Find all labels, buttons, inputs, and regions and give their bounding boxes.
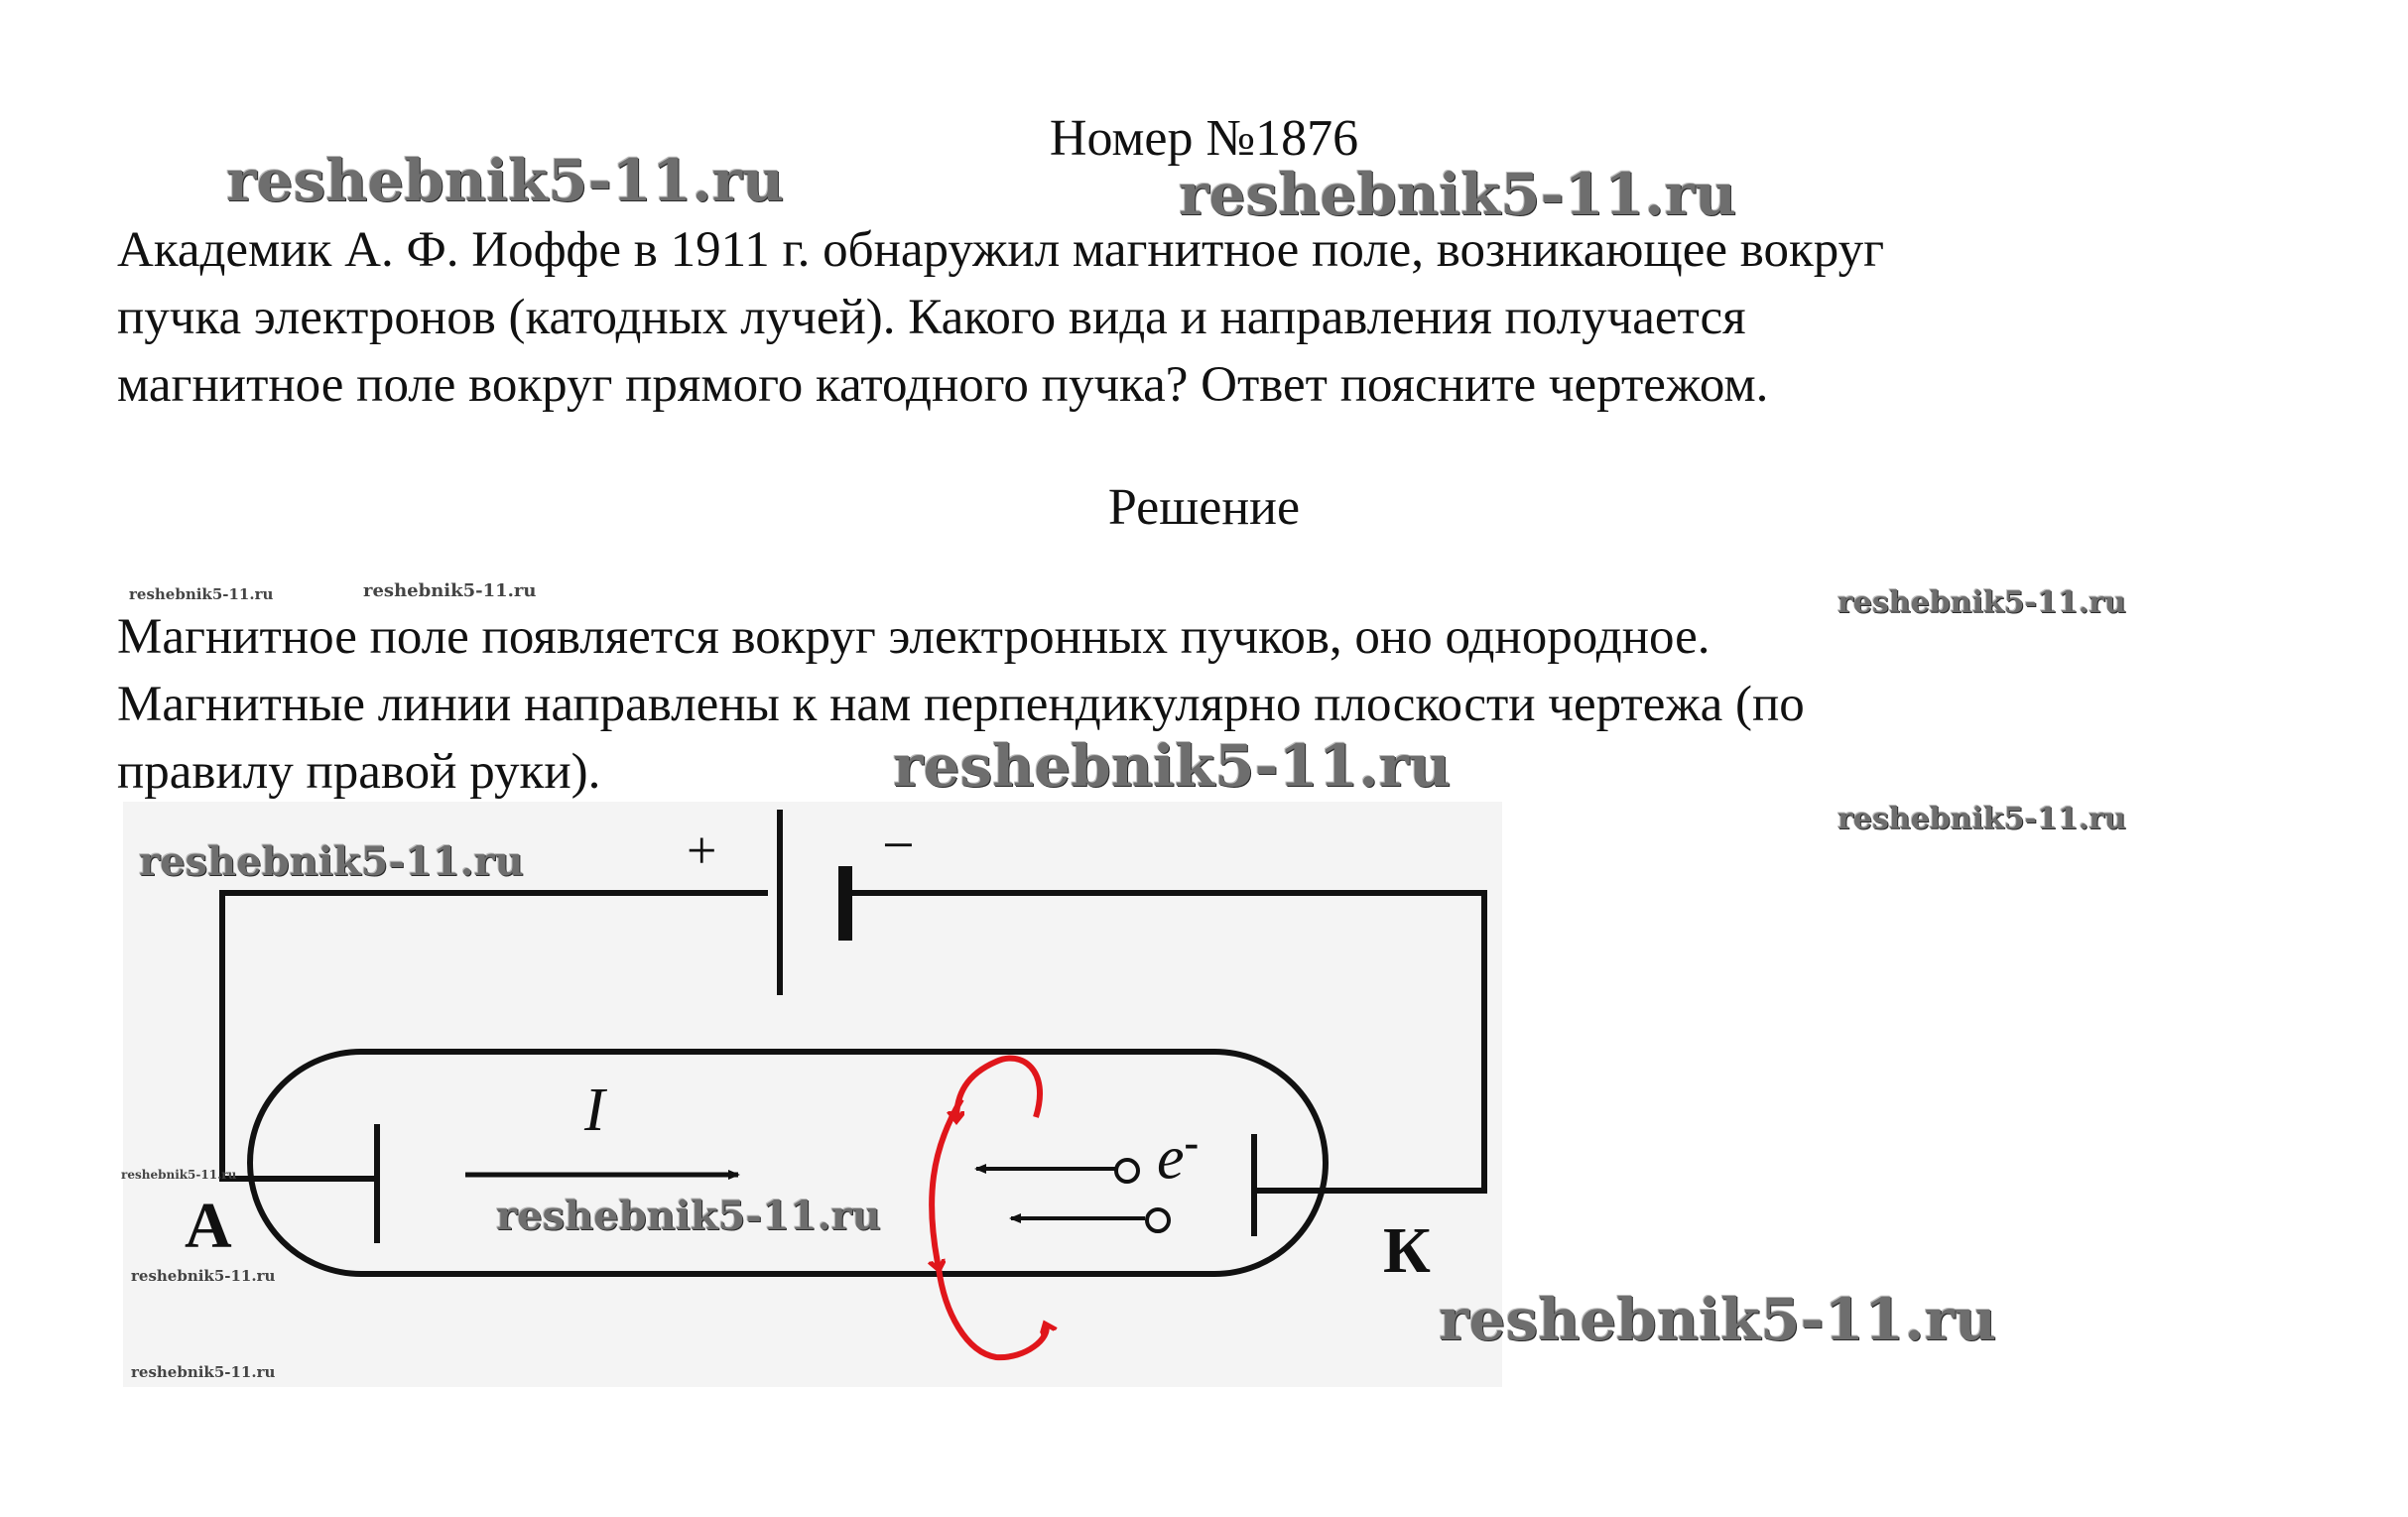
solution-heading: Решение <box>1107 479 1301 536</box>
watermark: reshebnik5-11.ru <box>1838 585 2126 620</box>
watermark: reshebnik5-11.ru <box>139 838 524 885</box>
current-label: I <box>584 1076 605 1144</box>
watermark: reshebnik5-11.ru <box>1439 1286 1997 1353</box>
electron-charge: - <box>1184 1118 1200 1167</box>
solution-line: Магнитное поле появляется вокруг электронных пучков, оно однородное. <box>117 609 1711 665</box>
watermark: reshebnik5-11.ru <box>131 1267 276 1285</box>
solution-line: Магнитные линии направлены к нам перпендикулярно плоскости чертежа (по <box>117 677 1805 732</box>
watermark: reshebnik5-11.ru <box>1179 161 1737 228</box>
electron-label <box>1157 1117 1199 1195</box>
problem-line: пучка электронов (катодных лучей). Какого вида и направления получается <box>117 290 1746 345</box>
problem-line: Академик А. Ф. Иоффе в 1911 г. обнаружил магнитное поле, возникающее вокруг <box>117 222 1885 278</box>
problem-line: магнитное поле вокруг прямого катодного пучка? Ответ поясните чертежом. <box>117 357 1769 413</box>
page-title: Номер №1876 <box>1049 110 1359 167</box>
cathode-label: К <box>1383 1214 1431 1287</box>
watermark: reshebnik5-11.ru <box>129 585 274 603</box>
watermark: reshebnik5-11.ru <box>893 732 1452 800</box>
watermark: reshebnik5-11.ru <box>121 1168 237 1182</box>
anode-label: А <box>185 1190 232 1262</box>
electron-symbol: e <box>1157 1124 1185 1193</box>
wire-left <box>222 893 768 1179</box>
watermark: reshebnik5-11.ru <box>226 147 785 214</box>
circuit-svg <box>123 802 1502 1387</box>
electron <box>1147 1209 1169 1231</box>
circuit-diagram <box>123 802 1502 1387</box>
watermark: reshebnik5-11.ru <box>363 580 537 601</box>
solution-line: правилу правой руки). <box>117 744 601 800</box>
watermark: reshebnik5-11.ru <box>496 1193 881 1239</box>
problem-text <box>117 216 2399 419</box>
field-line-side <box>932 1099 961 1268</box>
watermark: reshebnik5-11.ru <box>1838 802 2126 836</box>
field-line-bottom <box>939 1268 1047 1357</box>
battery-plus-label: + <box>687 821 717 880</box>
field-line-top <box>956 1059 1040 1119</box>
electron <box>1116 1160 1138 1182</box>
watermark: reshebnik5-11.ru <box>131 1363 276 1381</box>
battery-minus-label: − <box>882 813 915 877</box>
